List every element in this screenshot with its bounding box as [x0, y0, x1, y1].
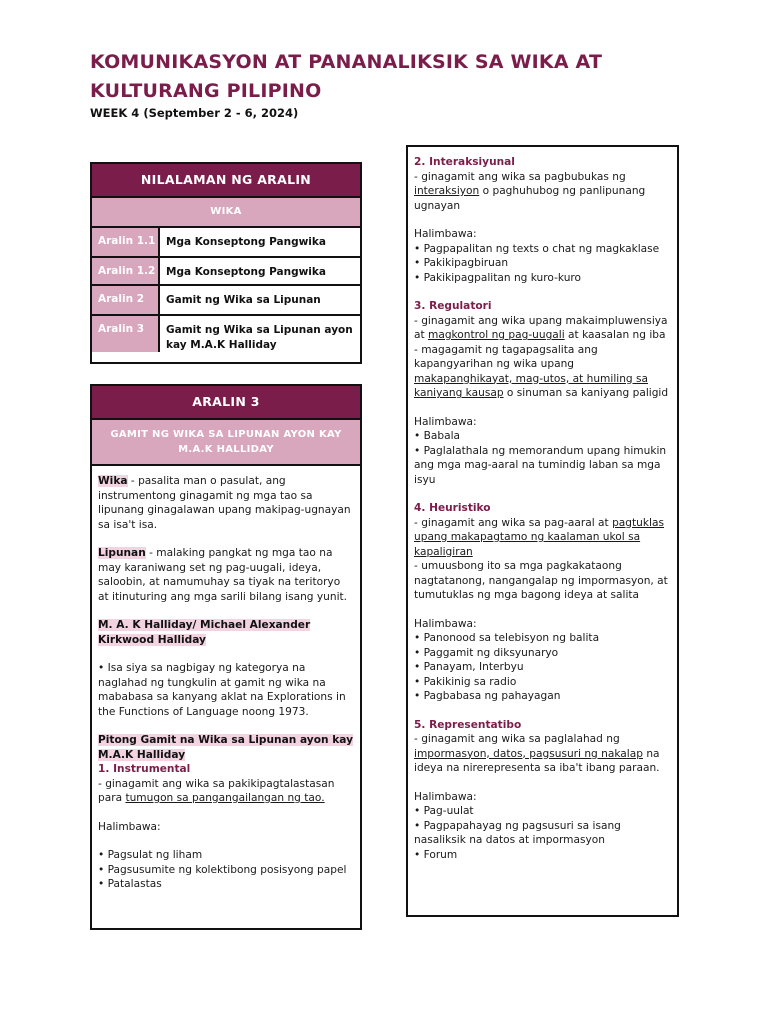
regulatori-def1-post: at kaasalan ng iba: [564, 329, 666, 341]
lipunan-term: Lipunan: [98, 547, 146, 559]
aralin-content: [92, 466, 360, 892]
pito-heading: [98, 733, 354, 762]
aralin-3-box: [90, 384, 362, 930]
representatibo-def-post: na ideya na nirerepresenta sa iba't ibang paraan.: [414, 747, 660, 774]
interaksiyunal-example: • Pakikipagbiruan: [414, 257, 509, 269]
regulatori-def2-post: o sinuman sa kaniyang paligid: [503, 387, 669, 399]
interaksiyunal-def-post: o paghuhubog ng panlipunang ugnayan: [414, 185, 646, 212]
interaksiyunal-example: • Pagpapalitan ng texts o chat ng magkaklase: [414, 242, 660, 255]
heuristiko-def-1: [414, 516, 671, 560]
heuristiko-def1-underlined: pagtuklas upang makapagtamo ng kaalaman ukol sa kapaligiran: [414, 516, 664, 558]
interaksiyunal-def-underlined: interaksiyon: [414, 185, 480, 197]
representatibo-halimbawa: Halimbawa:: [414, 790, 477, 803]
heuristiko-def1-pre: - ginagamit ang wika sa pag-aaral at: [414, 516, 613, 529]
heuristiko-example: • Pakikinig sa radio: [414, 675, 517, 688]
wika-term: Wika: [98, 475, 128, 487]
interaksiyunal-example: • Pakikipagpalitan ng kuro-kuro: [414, 271, 582, 284]
halliday-text: • Isa siya sa nagbigay ng kategorya na naglahad ng tungkulin at gamit ng wika na mababasa sa kanyang aklat na Explorations in the Functions of Language noong 1973.: [98, 662, 346, 718]
interaksiyunal-def: [414, 170, 671, 214]
wika-definition: [98, 474, 354, 532]
toc-row: [92, 316, 360, 352]
representatibo-def-pre: - ginagamit ang wika sa paglalahad ng: [414, 733, 620, 745]
representatibo-example: • Forum: [414, 848, 458, 861]
instrumental-example: • Pagsulat ng liham: [98, 849, 203, 861]
lesson-contents-heading: NILALAMAN NG ARALIN: [92, 164, 360, 198]
toc-row-label: Aralin 1.2: [92, 258, 160, 284]
lesson-contents-box: [90, 162, 362, 364]
lipunan-definition: [98, 546, 354, 604]
regulatori-def1-pre: - ginagamit ang wika upang makaimpluwensiya at: [414, 314, 668, 341]
regulatori-def1-underlined: magkontrol ng pag-uugali: [428, 329, 565, 341]
instrumental-title: 1. Instrumental: [98, 763, 191, 775]
document-title: KOMUNIKASYON AT PANANALIKSIK SA WIKA AT KULTURANG PILIPINO: [90, 51, 603, 102]
aralin-subheading: GAMIT NG WIKA SA LIPUNAN AYON KAY M.A.K HALLIDAY: [92, 420, 360, 466]
heuristiko-example: • Panayam, Interbyu: [414, 661, 524, 673]
toc-row-text: Mga Konseptong Pangwika: [166, 236, 326, 248]
interaksiyunal-title: 2. Interaksiyunal: [414, 156, 515, 168]
heuristiko-def-2: - umuusbong ito sa mga pagkakataong nagtatanong, nangangalap ng impormasyon, at tumutuklas ng mga bagong ideya at salita: [414, 560, 668, 601]
regulatori-def-2: [414, 343, 671, 401]
instrumental-example: • Pagsusumite ng kolektibong posisyong papel: [98, 863, 347, 876]
halliday-heading-text: M. A. K Halliday/ Michael Alexander Kirkwood Halliday: [98, 619, 311, 646]
regulatori-def-1: [414, 314, 671, 343]
regulatori-def2-underlined: makapanghikayat, mag-utos, at humiling sa kaniyang kausap: [414, 372, 649, 399]
toc-row-text: Mga Konseptong Pangwika: [166, 266, 326, 278]
toc-row-label: Aralin 3: [92, 316, 160, 352]
heuristiko-example: • Pagbabasa ng pahayagan: [414, 690, 561, 702]
instrumental-def-underlined: tumugon sa pangangailangan ng tao.: [125, 792, 325, 804]
aralin-heading: ARALIN 3: [92, 386, 360, 420]
representatibo-def-underlined: impormasyon, datos, pagsusuri ng nakalap: [414, 747, 643, 760]
toc-row-label: Aralin 2: [92, 286, 160, 314]
toc-row-text: Gamit ng Wika sa Lipunan: [166, 294, 321, 306]
regulatori-example: • Babala: [414, 430, 461, 442]
representatibo-example: • Pagpapahayag ng pagsusuri sa isang nasaliksik na datos at impormasyon: [414, 819, 621, 846]
heuristiko-halimbawa: Halimbawa:: [414, 617, 477, 630]
heuristiko-title: 4. Heuristiko: [414, 502, 491, 514]
interaksiyunal-halimbawa: Halimbawa:: [414, 228, 477, 240]
regulatori-def2-pre: - magagamit ng tagapagsalita ang kapangyarihan ng wika upang: [414, 343, 598, 370]
heuristiko-example: • Panonood sa telebisyon ng balita: [414, 632, 600, 644]
interaksiyunal-def-pre: - ginagamit ang wika sa pagbubukas ng: [414, 170, 626, 183]
wika-def: - pasalita man o pasulat, ang instrumentong ginagamit ng mga tao sa lipunang ginagalawan upang makipag-ugnayan sa isa't isa.: [98, 475, 351, 531]
functions-box: [406, 145, 679, 917]
week-label: WEEK 4 (September 2 - 6, 2024): [90, 106, 299, 120]
regulatori-example: • Paglalathala ng memorandum upang himukin ang mga mag-aaral na tumindig laban sa mga isyu: [414, 444, 667, 486]
instrumental-example: • Patalastas: [98, 878, 162, 890]
instrumental-halimbawa: Halimbawa:: [98, 820, 161, 833]
representatibo-example: • Pag-uulat: [414, 805, 474, 817]
lesson-contents-subheading: WIKA: [92, 198, 360, 228]
functions-content: [408, 147, 677, 862]
instrumental-def: [98, 777, 354, 806]
halliday-heading: [98, 618, 354, 647]
heuristiko-example: • Paggamit ng diksyunaryo: [414, 646, 559, 659]
toc-row: [92, 258, 360, 286]
pito-heading-text: Pitong Gamit na Wika sa Lipunan ayon kay M.A.K Halliday: [98, 734, 353, 761]
toc-row-label: Aralin 1.1: [92, 228, 160, 256]
regulatori-title: 3. Regulatori: [414, 300, 492, 312]
instrumental-def-text: - ginagamit ang wika sa pakikipagtalastasan para: [98, 777, 335, 804]
representatibo-title: 5. Representatibo: [414, 718, 522, 731]
toc-row: [92, 228, 360, 258]
representatibo-def: [414, 732, 671, 776]
lipunan-def: - malaking pangkat ng mga tao na may karaniwang set ng pag-uugali, ideya, saloobin, at namumuhay sa tiyak na teritoryo at itinuturing ang mga sarili bilang isang yunit.: [98, 547, 348, 603]
regulatori-halimbawa: Halimbawa:: [414, 415, 477, 428]
toc-row: [92, 286, 360, 316]
toc-row-text: Gamit ng Wika sa Lipunan ayon kay M.A.K Halliday: [166, 324, 353, 351]
